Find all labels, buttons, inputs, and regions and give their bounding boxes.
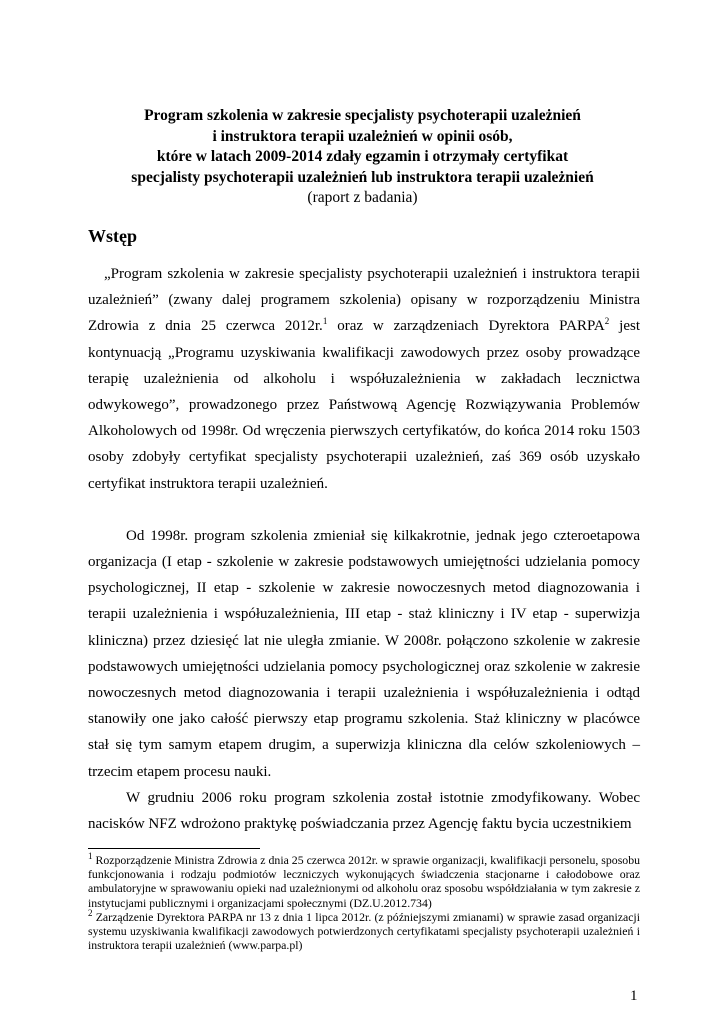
footnotes xyxy=(88,853,640,952)
title-subtitle: (raport z badania) xyxy=(307,189,418,206)
footnote-separator xyxy=(88,848,260,849)
footnote-ref-1: 1 xyxy=(322,316,328,327)
paragraph-1-part-b: oraz w zarządzeniach Dyrektora PARPA xyxy=(327,318,605,335)
paragraph-3: W grudniu 2006 roku program szkolenia został istotnie zmodyfikowany. Wobec nacisków NFZ wdrożono praktykę poświadczania przez Agencję faktu bycia uczestnikiem xyxy=(88,789,640,833)
footnote-2 xyxy=(88,907,640,953)
document-title xyxy=(60,106,665,209)
footnote-2-number: 2 xyxy=(88,907,93,918)
paragraph-1-part-c: jest kontynuacją „Programu uzyskiwania kwalifikacji zawodowych przez osoby prowadzące terapię uzależnienia od alkoholu i współuzależnienia w zakładach lecznictwa odwykowego”, prowadzonego przez Państwową Agencję Rozwiązywania Problemów Alkoholowych od 1998r. Od wręczenia pierwszych certyfikatów, do końca 2014 roku 1503 osoby zdobyły certyfikat specjalisty psychoterapii uzależnień, zaś 369 osób uzyskało certyfikat instruktora terapii uzależnień. xyxy=(88,318,640,492)
page-number: 1 xyxy=(630,988,638,1004)
footnote-2-text: Zarządzenie Dyrektora PARPA nr 13 z dnia 1 lipca 2012r. (z późniejszymi zmianami) w sprawie zasad organizacji systemu uzyskiwania kwalifikacji zawodowych potwierdzonych certyfikatami specjalisty psychoterapii uzależnień i instruktora terapii uzależnień (www.parpa.pl) xyxy=(88,909,640,953)
footnote-1-text: Rozporządzenie Ministra Zdrowia z dnia 25 czerwca 2012r. w sprawie organizacji, kwalifikacji personelu, sposobu funkcjonowania i rodzaju podmiotów leczniczych wykonujących świadczenia stacjonarne i całodobowe oraz ambulatoryjne w sprawowaniu opieki nad uzależnionymi od alkoholu oraz sposobu współdziałania w tym zakresie z instytucjami publicznymi i organizacjami społecznymi (DZ.U.2012.734) xyxy=(88,853,640,910)
title-line-4: specjalisty psychoterapii uzależnień lub instruktora terapii uzależnień xyxy=(131,168,594,186)
paragraph-1 xyxy=(88,261,640,497)
title-line-1: Program szkolenia w zakresie specjalisty psychoterapii uzależnień xyxy=(144,107,581,124)
section-heading: Wstęp xyxy=(88,226,137,246)
paragraph-1-part-a: „Program szkolenia w zakresie specjalisty psychoterapii uzależnień i instruktora terapii uzależnień” (zwany dalej programem szkolenia) opisany w rozporządzeniu Ministra Zdrowia z dnia 25 czerwca 2012r. xyxy=(88,266,640,335)
title-line-3: które w latach 2009-2014 zdały egzamin i otrzymały certyfikat xyxy=(156,148,569,165)
footnote-1-number: 1 xyxy=(88,851,93,862)
footnote-1 xyxy=(88,853,640,910)
footnote-ref-2: 2 xyxy=(604,316,610,327)
title-line-2: i instruktora terapii uzależnień w opinii osób, xyxy=(212,127,513,145)
paragraph-2: Od 1998r. program szkolenia zmieniał się kilkakrotnie, jednak jego czteroetapowa organizacja (I etap - szkolenie w zakresie podstawowych umiejętności udzielania pomocy psychologicznej, II etap - szkolenie w zakresie nowoczesnych metod diagnozowania i terapii uzależnienia i współuzależnienia, III etap - staż kliniczny i IV etap - superwizja kliniczna) przez dziesięć lat nie uległa zmianie. W 2008r. połączono szkolenie w zakresie podstawowych umiejętności udzielania pomocy psychologicznej oraz szkolenie w zakresie nowoczesnych metod diagnozowania i terapii uzależnienia i współuzależnienia i odtąd stanowiły one jako całość pierwszy etap programu szkolenia. Staż kliniczny w placówce stał się tym samym etapem drugim, a superwizja kliniczna dla celów szkoleniowych – trzecim etapem procesu nauki. xyxy=(88,527,640,780)
body-text xyxy=(88,261,640,837)
